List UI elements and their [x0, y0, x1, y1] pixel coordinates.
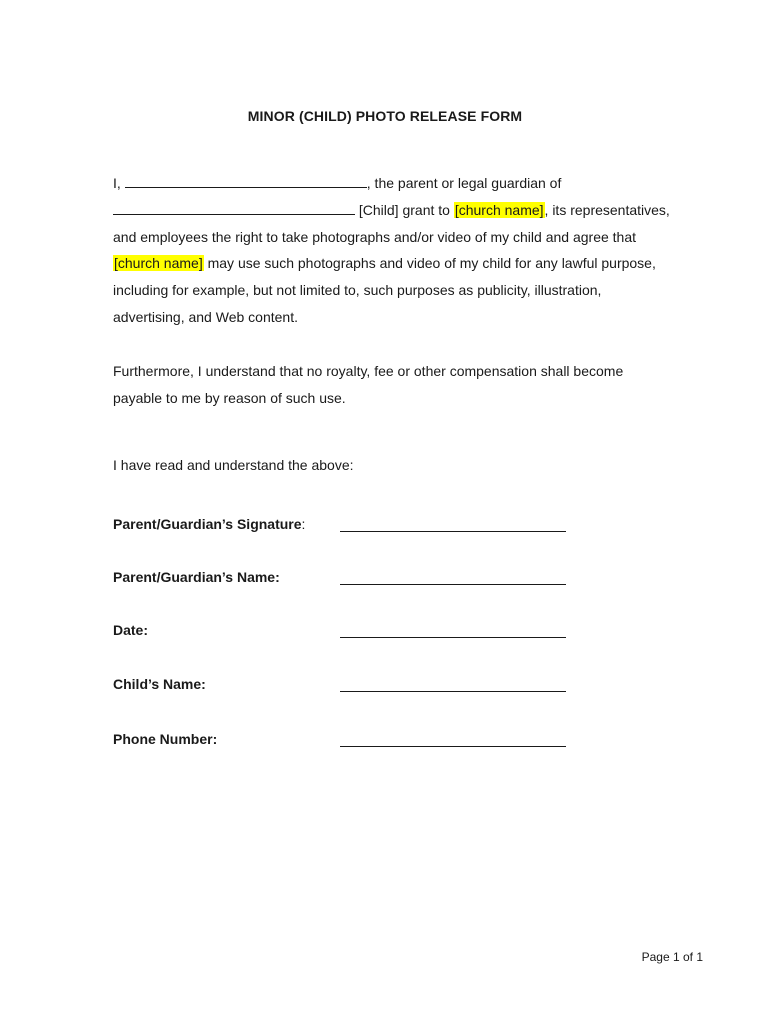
paragraph-text: may use such photographs and video of my child for any lawful purpose, including for example, but not limited to, such purposes as publicity, illustration, advertising, and Web content.: [113, 255, 656, 325]
child-name-line[interactable]: [340, 691, 566, 692]
paragraph-text: , its representatives, and employees the right to take photographs and/or video of my child and agree that: [113, 201, 670, 245]
church-name-highlight: [church name]: [454, 201, 544, 218]
parent-name-blank: [125, 173, 367, 188]
paragraph-text: , the parent or legal guardian of: [366, 175, 562, 191]
church-name-highlight: [church name]: [114, 255, 203, 272]
signature-field: [113, 516, 573, 538]
release-paragraph: [113, 170, 673, 331]
paragraph-text: [Child] grant to: [355, 201, 454, 218]
child-name-field: [113, 676, 573, 698]
acknowledgement-text: I have read and understand the above:: [113, 457, 354, 473]
field-label: Phone Number:: [113, 731, 218, 747]
field-label-colon: :: [301, 516, 306, 532]
field-label: Date:: [113, 622, 149, 638]
field-label: Parent/Guardian’s Name:: [113, 569, 280, 585]
signature-line[interactable]: [340, 531, 566, 532]
page-number: Page 1 of 1: [641, 950, 703, 964]
field-label: Parent/Guardian’s Signature: [113, 516, 302, 532]
phone-number-line[interactable]: [340, 746, 566, 747]
child-name-blank: [113, 200, 355, 215]
field-label: Child’s Name:: [113, 676, 206, 692]
date-line[interactable]: [340, 637, 566, 638]
paragraph-text: I,: [113, 175, 121, 191]
date-field: [113, 622, 573, 644]
guardian-name-field: [113, 569, 573, 591]
guardian-name-line[interactable]: [340, 584, 566, 585]
page-title: MINOR (CHILD) PHOTO RELEASE FORM: [247, 108, 523, 124]
phone-number-field: [113, 731, 573, 753]
compensation-paragraph: Furthermore, I understand that no royalty, fee or other compensation shall become payable to me by reason of such use.: [113, 363, 624, 406]
